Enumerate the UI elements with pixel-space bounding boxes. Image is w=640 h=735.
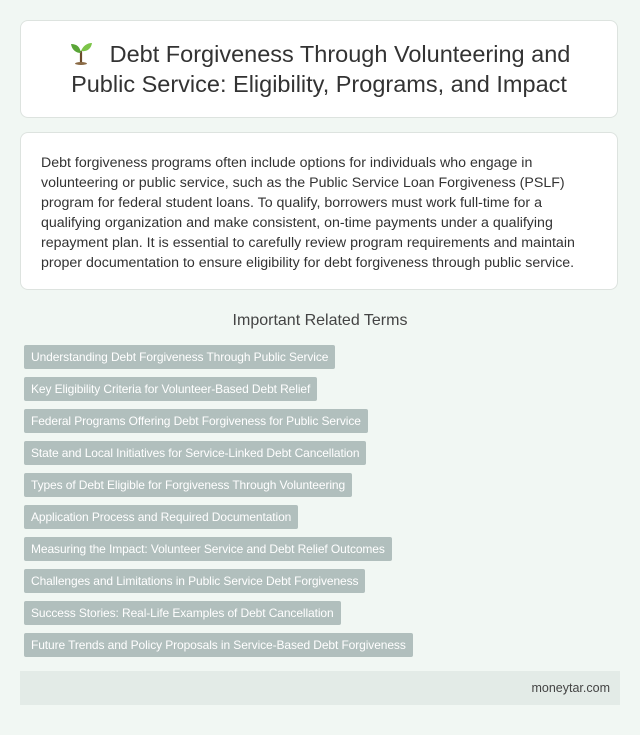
related-term-link[interactable]: Challenges and Limitations in Public Service Debt Forgiveness	[24, 569, 365, 593]
related-term-link[interactable]: Types of Debt Eligible for Forgiveness Through Volunteering	[24, 473, 352, 497]
related-term-link[interactable]: Understanding Debt Forgiveness Through Public Service	[24, 345, 335, 369]
related-term-link[interactable]: Federal Programs Offering Debt Forgiveness for Public Service	[24, 409, 368, 433]
intro-card	[20, 132, 618, 290]
related-terms-heading: Important Related Terms	[232, 312, 408, 329]
page-title-text: Debt Forgiveness Through Volunteering and Public Service: Eligibility, Programs, and Impact	[71, 41, 571, 97]
footer	[20, 671, 620, 705]
footer-site-name: moneytar.com	[531, 681, 610, 695]
related-term-link[interactable]: Future Trends and Policy Proposals in Service-Based Debt Forgiveness	[24, 633, 413, 657]
related-term-link[interactable]: State and Local Initiatives for Service-Linked Debt Cancellation	[24, 441, 366, 465]
related-term-link[interactable]: Key Eligibility Criteria for Volunteer-Based Debt Relief	[24, 377, 317, 401]
intro-paragraph: Debt forgiveness programs often include options for individuals who engage in volunteering or public service, such as the Public Service Loan Forgiveness (PSLF) program for federal student loans. To qualify, borrowers must work full-time for a qualifying organization and make consistent, on-time payments under a qualifying repayment plan. It is essential to carefully review program requirements and maintain proper documentation to ensure eligibility for debt forgiveness through public service.	[41, 155, 575, 271]
page-title	[41, 39, 597, 99]
header-card	[20, 20, 618, 118]
related-term-link[interactable]: Measuring the Impact: Volunteer Service and Debt Relief Outcomes	[24, 537, 392, 561]
sprout-icon	[68, 39, 94, 65]
related-term-link[interactable]: Success Stories: Real-Life Examples of Debt Cancellation	[24, 601, 341, 625]
related-term-link[interactable]: Application Process and Required Documentation	[24, 505, 298, 529]
related-terms-list	[24, 345, 624, 665]
